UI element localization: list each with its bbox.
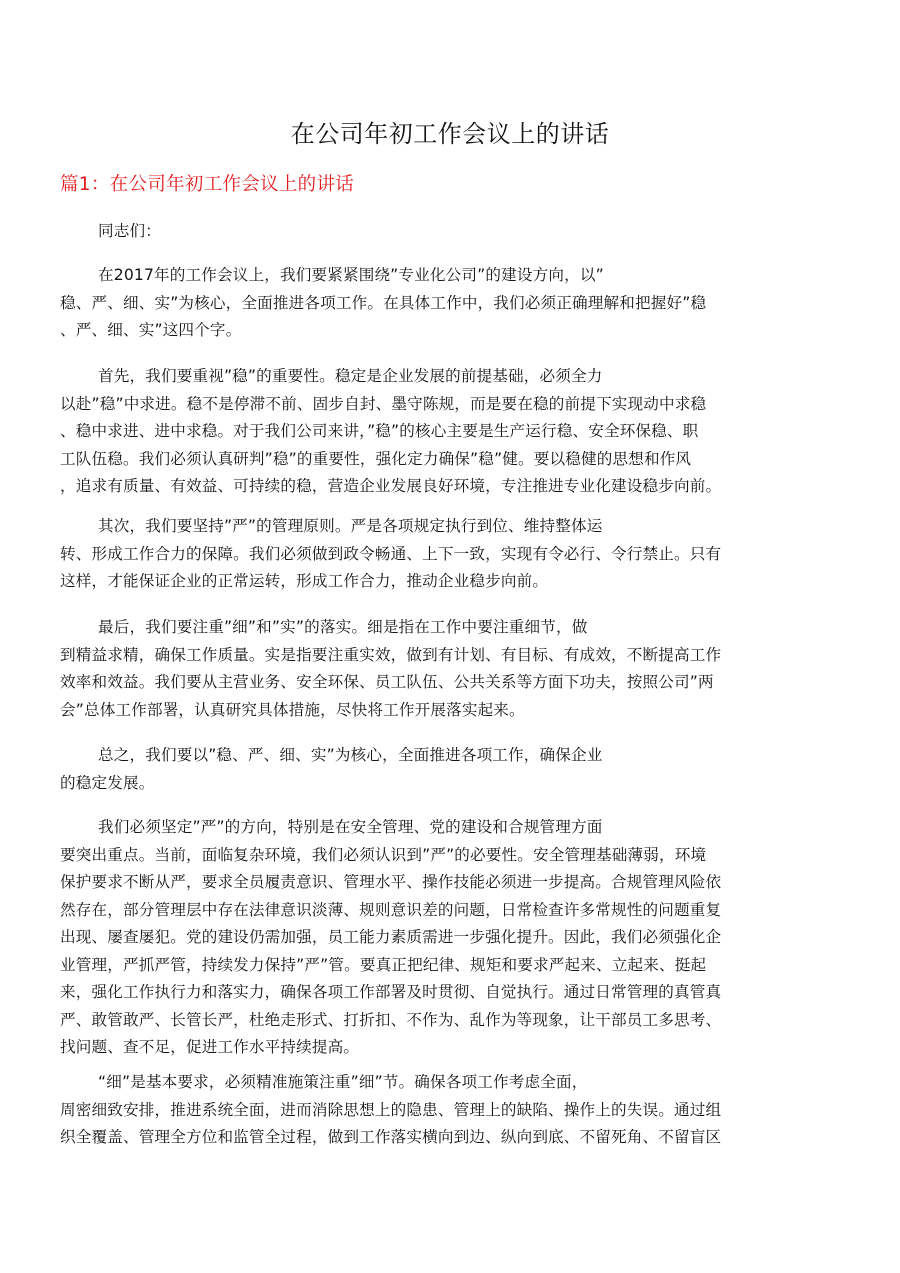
paragraph-line: 到精益求精，确保工作质量。实是指要注重实效，做到有计划、有目标、有成效，不断提高工作 bbox=[60, 645, 722, 664]
paragraph-line: 我们必须坚定”严”的方向，特别是在安全管理、党的建设和合规管理方面 bbox=[98, 818, 603, 836]
paragraph-line: 总之，我们要以”稳、严、细、实”为核心，全面推进各项工作，确保企业 bbox=[98, 746, 603, 764]
paragraph-line: 工队伍稳。我们必须认真研判”稳”的重要性，强化定力确保”稳”健。要以稳健的思想和作风 bbox=[60, 449, 692, 468]
paragraph-line: 出现、屡查屡犯。党的建设仍需加强，员工能力素质需进一步强化提升。因此，我们必须强化企 bbox=[60, 928, 722, 946]
paragraph-7 bbox=[60, 1069, 840, 1152]
paragraph-line: ，追求有质量、有效益、可持续的稳，营造企业发展良好环境，专注推进专业化建设稳步向前。 bbox=[60, 477, 722, 495]
paragraph-line: 织全覆盖、管理全方位和监管全过程，做到工作落实横向到边、纵向到底、不留死角、不留盲区 bbox=[60, 1128, 722, 1146]
paragraph-2 bbox=[60, 363, 840, 501]
paragraph-line: 同志们： bbox=[98, 222, 161, 240]
paragraph-3 bbox=[60, 513, 840, 596]
paragraph-greeting bbox=[60, 218, 840, 246]
paragraph-line: 以赴”稳”中求进。稳不是停滞不前、固步自封、墨守陈规，而是要在稳的前提下实现动中求稳 bbox=[60, 394, 707, 413]
paragraph-line: 效率和效益。我们要从主营业务、安全环保、员工队伍、公共关系等方面下功夫，按照公司”两 bbox=[60, 673, 714, 691]
paragraph-line: 在2017年的工作会议上，我们要紧紧围绕”专业化公司”的建设方向，以” bbox=[98, 266, 604, 284]
paragraph-1 bbox=[60, 262, 840, 345]
paragraph-line: 这样，才能保证企业的正常运转，形成工作合力，推动企业稳步向前。 bbox=[60, 572, 549, 590]
paragraph-line: 会”总体工作部署，认真研究具体措施，尽快将工作开展落实起来。 bbox=[60, 700, 525, 719]
paragraph-line: 找问题、查不足，促进工作水平持续提高。 bbox=[60, 1038, 360, 1056]
paragraph-line: “细”是基本要求，必须精准施策注重”细”节。确保各项工作考虑全面， bbox=[98, 1073, 588, 1091]
paragraph-4 bbox=[60, 614, 840, 724]
paragraph-line: 来，强化工作执行力和落实力，确保各项工作部署及时贯彻、自觉执行。通过日常管理的真管真 bbox=[60, 983, 722, 1001]
section-heading: 篇1：在公司年初工作会议上的讲话 bbox=[60, 174, 355, 195]
paragraph-line: 业管理，严抓严管，持续发力保持”严”管。要真正把纪律、规矩和要求严起来、立起来、挺起 bbox=[60, 955, 707, 974]
paragraph-line: 严、敢管敢严、长管长严，杜绝走形式、打折扣、不作为、乱作为等现象，让干部员工多思考、 bbox=[60, 1010, 722, 1029]
paragraph-line: 然存在，部分管理层中存在法律意识淡薄、规则意识差的问题，日常检查许多常规性的问题重复 bbox=[60, 900, 722, 919]
paragraph-5 bbox=[60, 742, 840, 797]
paragraph-line: 的稳定发展。 bbox=[60, 773, 155, 792]
paragraph-line: 转、形成工作合力的保障。我们必须做到政令畅通、上下一致，实现有令必行、令行禁止。只有 bbox=[60, 544, 722, 563]
paragraph-6 bbox=[60, 814, 840, 1062]
paragraph-line: 首先，我们要重视”稳”的重要性。稳定是企业发展的前提基础，必须全力 bbox=[98, 367, 603, 385]
paragraph-line: 、稳中求进、进中求稳。对于我们公司来讲，”稳”的核心主要是生产运行稳、安全环保稳、职 bbox=[60, 422, 699, 440]
paragraph-line: 要突出重点。当前，面临复杂环境，我们必须认识到”严”的必要性。安全管理基础薄弱，环境 bbox=[60, 845, 707, 864]
paragraph-line: 保护要求不断从严，要求全员履责意识、管理水平、操作技能必须进一步提高。合规管理风险依 bbox=[60, 873, 722, 891]
paragraph-line: 稳、严、细、实”为核心，全面推进各项工作。在具体工作中，我们必须正确理解和把握好”稳 bbox=[60, 293, 707, 312]
paragraph-line: 周密细致安排，推进系统全面，进而消除思想上的隐患、管理上的缺陷、操作上的失误。通过组 bbox=[60, 1100, 722, 1119]
document-title: 在公司年初工作会议上的讲话 bbox=[290, 120, 610, 148]
paragraph-line: 、严、细、实”这四个字。 bbox=[60, 321, 242, 339]
paragraph-line: 最后，我们要注重”细”和”实”的落实。细是指在工作中要注重细节，做 bbox=[98, 618, 588, 636]
paragraph-line: 其次，我们要坚持”严”的管理原则。严是各项规定执行到位、维持整体运 bbox=[98, 517, 603, 535]
